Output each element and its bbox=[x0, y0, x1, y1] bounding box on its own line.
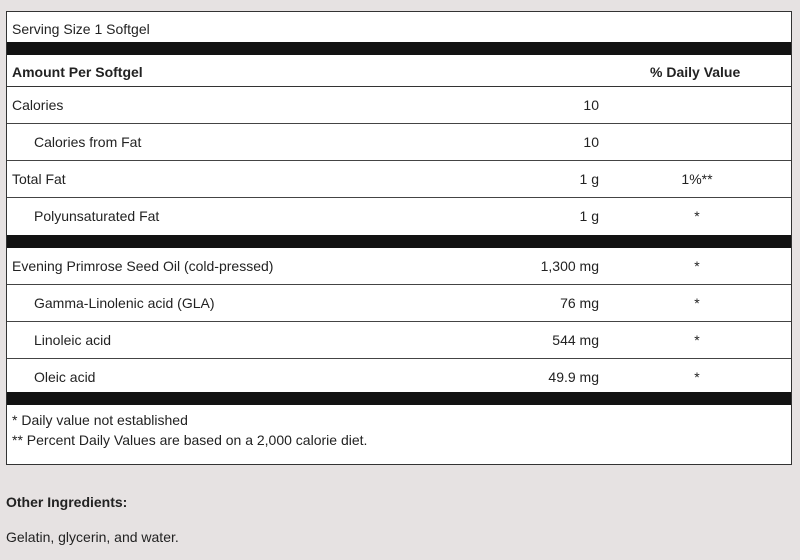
table-row bbox=[7, 161, 791, 198]
table-row bbox=[7, 198, 791, 235]
table-header bbox=[7, 55, 791, 87]
row-amount: 1 g bbox=[579, 171, 599, 187]
row-name: Polyunsaturated Fat bbox=[34, 208, 160, 224]
table-row bbox=[7, 359, 791, 396]
other-ingredients-title: Other Ingredients: bbox=[6, 494, 128, 510]
supplement-facts-panel bbox=[6, 11, 792, 465]
row-name: Oleic acid bbox=[34, 369, 96, 385]
row-name: Evening Primrose Seed Oil (cold-pressed) bbox=[12, 258, 274, 274]
row-daily-value: * bbox=[694, 332, 700, 348]
table-row bbox=[7, 285, 791, 322]
row-amount: 10 bbox=[583, 134, 599, 150]
other-ingredients-text: Gelatin, glycerin, and water. bbox=[6, 529, 179, 545]
row-name: Linoleic acid bbox=[34, 332, 112, 348]
table-row bbox=[7, 87, 791, 124]
row-daily-value: * bbox=[694, 369, 700, 385]
row-amount: 49.9 mg bbox=[548, 369, 599, 385]
row-amount: 76 mg bbox=[560, 295, 599, 311]
row-amount: 544 mg bbox=[552, 332, 599, 348]
row-name: Calories from Fat bbox=[34, 134, 142, 150]
footnote-percent-daily: ** Percent Daily Values are based on a 2,000 calorie diet. bbox=[12, 432, 368, 448]
row-amount: 1,300 mg bbox=[540, 258, 599, 274]
amount-per-serving-header: Amount Per Softgel bbox=[12, 64, 143, 80]
row-daily-value: * bbox=[694, 295, 700, 311]
row-name: Gamma-Linolenic acid (GLA) bbox=[34, 295, 215, 311]
daily-value-header: % Daily Value bbox=[650, 64, 741, 80]
row-name: Calories bbox=[12, 97, 64, 113]
row-name: Total Fat bbox=[12, 171, 66, 187]
footnotes bbox=[12, 410, 367, 450]
serving-size: Serving Size 1 Softgel bbox=[12, 21, 150, 37]
thick-divider bbox=[7, 392, 791, 405]
footnote-daily-value: * Daily value not established bbox=[12, 412, 188, 428]
row-amount: 1 g bbox=[579, 208, 599, 224]
table-row bbox=[7, 124, 791, 161]
row-daily-value: * bbox=[694, 208, 700, 224]
table-row bbox=[7, 322, 791, 359]
thick-divider bbox=[7, 42, 791, 55]
row-amount: 10 bbox=[583, 97, 599, 113]
table-row bbox=[7, 248, 791, 285]
row-daily-value: * bbox=[694, 258, 700, 274]
row-daily-value: 1%** bbox=[681, 171, 713, 187]
thick-divider bbox=[7, 235, 791, 248]
